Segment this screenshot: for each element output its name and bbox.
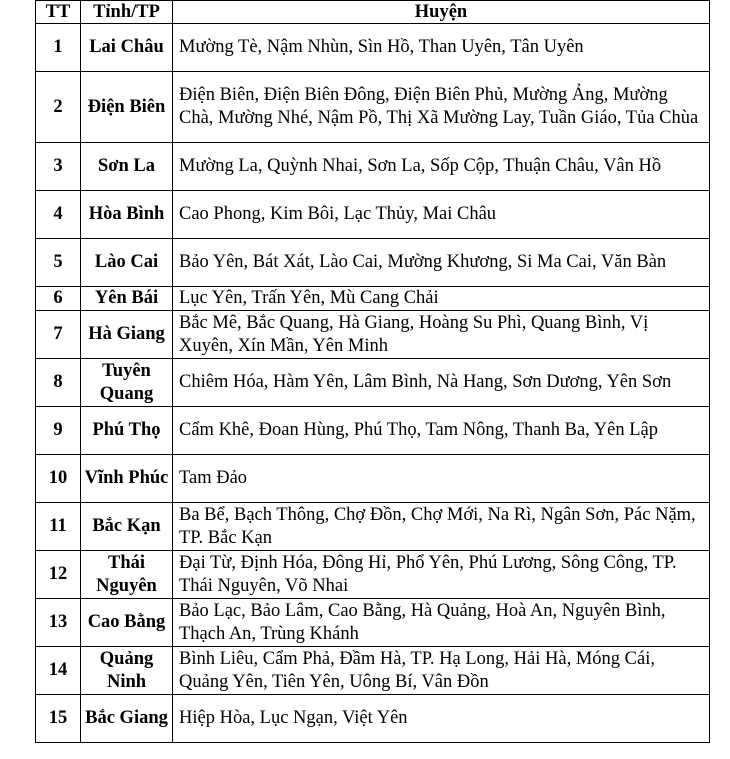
district-list: Bình Liêu, Cẩm Phả, Đầm Hà, TP. Hạ Long, Hải Hà, Móng Cái, Quảng Yên, Tiên Yên, Uông Bí, Vân Đồn <box>173 647 710 695</box>
row-number: 9 <box>36 407 81 455</box>
province-name: Tuyên Quang <box>81 359 173 407</box>
table-header-row <box>36 1 710 24</box>
province-name: Vĩnh Phúc <box>81 455 173 503</box>
district-list: Điện Biên, Điện Biên Đông, Điện Biên Phủ, Mường Ảng, Mường Chà, Mường Nhé, Nậm Pồ, Thị Xã Mường Lay, Tuần Giáo, Tủa Chùa <box>173 72 710 143</box>
row-number: 5 <box>36 239 81 287</box>
district-list: Mường Tè, Nậm Nhùn, Sìn Hồ, Than Uyên, Tân Uyên <box>173 24 710 72</box>
table-row <box>36 599 710 647</box>
table-row <box>36 311 710 359</box>
table-row <box>36 551 710 599</box>
row-number: 8 <box>36 359 81 407</box>
province-name: Lai Châu <box>81 24 173 72</box>
row-number: 1 <box>36 24 81 72</box>
province-name: Bắc Giang <box>81 695 173 743</box>
province-name: Sơn La <box>81 143 173 191</box>
district-list: Tam Đảo <box>173 455 710 503</box>
table-row <box>36 143 710 191</box>
district-list: Bảo Yên, Bát Xát, Lào Cai, Mường Khương, Si Ma Cai, Văn Bàn <box>173 239 710 287</box>
row-number: 2 <box>36 72 81 143</box>
district-list: Cẩm Khê, Đoan Hùng, Phú Thọ, Tam Nông, Thanh Ba, Yên Lập <box>173 407 710 455</box>
province-name: Thái Nguyên <box>81 551 173 599</box>
row-number: 12 <box>36 551 81 599</box>
province-name: Điện Biên <box>81 72 173 143</box>
district-list: Chiêm Hóa, Hàm Yên, Lâm Bình, Nà Hang, Sơn Dương, Yên Sơn <box>173 359 710 407</box>
district-table-container <box>35 0 709 743</box>
table-row <box>36 503 710 551</box>
table-row <box>36 287 710 311</box>
district-list: Đại Từ, Định Hóa, Đông Hỉ, Phổ Yên, Phú Lương, Sông Công, TP. Thái Nguyên, Võ Nhai <box>173 551 710 599</box>
header-province: Tỉnh/TP <box>81 1 173 24</box>
district-list: Bảo Lạc, Bảo Lâm, Cao Bằng, Hà Quảng, Hoà An, Nguyên Bình, Thạch An, Trùng Khánh <box>173 599 710 647</box>
table-row <box>36 647 710 695</box>
table-row <box>36 72 710 143</box>
row-number: 13 <box>36 599 81 647</box>
province-name: Quảng Ninh <box>81 647 173 695</box>
table-row <box>36 191 710 239</box>
province-name: Cao Bằng <box>81 599 173 647</box>
province-name: Bắc Kạn <box>81 503 173 551</box>
province-name: Phú Thọ <box>81 407 173 455</box>
table-row <box>36 24 710 72</box>
district-list: Hiệp Hòa, Lục Ngạn, Việt Yên <box>173 695 710 743</box>
row-number: 4 <box>36 191 81 239</box>
district-list: Bắc Mê, Bắc Quang, Hà Giang, Hoàng Su Phì, Quang Bình, Vị Xuyên, Xín Mần, Yên Minh <box>173 311 710 359</box>
district-list: Ba Bể, Bạch Thông, Chợ Đồn, Chợ Mới, Na Rì, Ngân Sơn, Pác Nặm, TP. Bắc Kạn <box>173 503 710 551</box>
header-tt: TT <box>36 1 81 24</box>
table-row <box>36 239 710 287</box>
district-list: Mường La, Quỳnh Nhai, Sơn La, Sốp Cộp, Thuận Châu, Vân Hồ <box>173 143 710 191</box>
row-number: 7 <box>36 311 81 359</box>
province-name: Lào Cai <box>81 239 173 287</box>
row-number: 15 <box>36 695 81 743</box>
row-number: 3 <box>36 143 81 191</box>
province-name: Yên Bái <box>81 287 173 311</box>
row-number: 10 <box>36 455 81 503</box>
district-list: Lục Yên, Trấn Yên, Mù Cang Chải <box>173 287 710 311</box>
table-row <box>36 359 710 407</box>
district-table <box>35 0 710 743</box>
header-district: Huyện <box>173 1 710 24</box>
row-number: 14 <box>36 647 81 695</box>
table-row <box>36 407 710 455</box>
province-name: Hòa Bình <box>81 191 173 239</box>
district-list: Cao Phong, Kim Bôi, Lạc Thủy, Mai Châu <box>173 191 710 239</box>
province-name: Hà Giang <box>81 311 173 359</box>
table-row <box>36 695 710 743</box>
row-number: 11 <box>36 503 81 551</box>
row-number: 6 <box>36 287 81 311</box>
table-row <box>36 455 710 503</box>
